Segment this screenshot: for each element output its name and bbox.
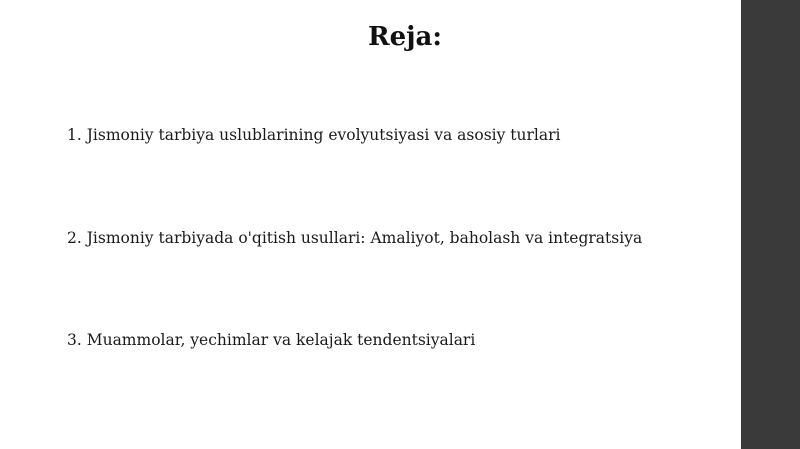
plan-item-1: 1. Jismoniy tarbiya uslublarining evolyutsiyasi va asosiy turlari	[67, 126, 561, 144]
slide-title: Reja:	[367, 22, 442, 52]
right-side-panel	[741, 0, 800, 449]
plan-item-3: 3. Muammolar, yechimlar va kelajak tendentsiyalari	[67, 331, 476, 349]
plan-item-2: 2. Jismoniy tarbiyada o'qitish usullari: Amaliyot, baholash va integratsiya	[67, 229, 643, 247]
